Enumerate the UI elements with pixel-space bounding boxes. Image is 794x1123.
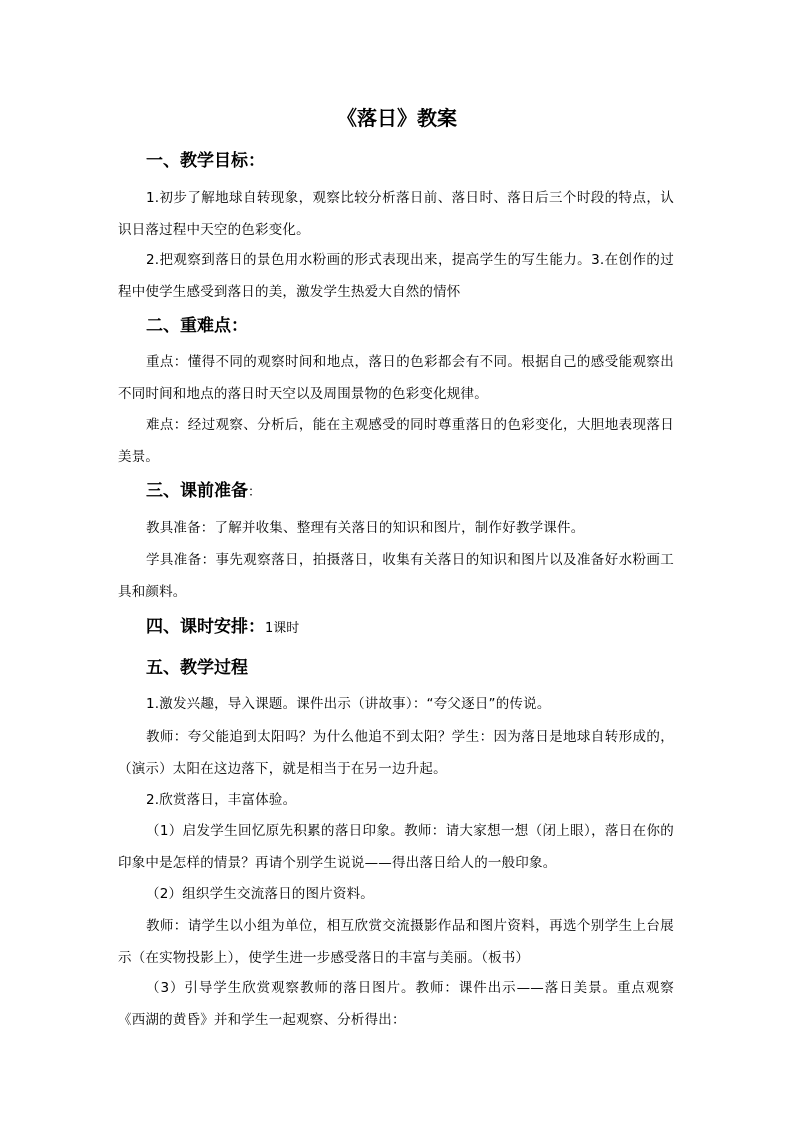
schedule-value: 1课时 [265,621,300,636]
paragraph-process-2: 教师：夸父能追到太阳吗？为什么他追不到太阳？学生：因为落日是地球自转形成的，（演示）太阳在这边落下，就是相当于在另一边升起。 [118,729,674,777]
section-heading-key-points: 二、重难点： [146,316,248,336]
paragraph-process-3: 2.欣赏落日，丰富体验。 [146,792,297,808]
section-heading-schedule [146,614,299,642]
paragraph-key-point: 重点：懂得不同的观察时间和地点，落日的色彩都会有不同。根据自己的感受能观察出不同时间和地点的落日时天空以及周围景物的色彩变化规律。 [118,354,674,402]
section-heading-process: 五、教学过程 [146,658,248,678]
section-heading-schedule-text: 四、课时安排： [146,617,265,637]
paragraph-goal-2: 2.把观察到落日的景色用水粉画的形式表现出来，提高学生的写生能力。3.在创作的过程中使学生感受到落日的美，激发学生热爱大自然的情怀 [118,252,674,300]
paragraph-process-6: 教师：请学生以小组为单位，相互欣赏交流摄影作品和图片资料，再选个别学生上台展示（在实物投影上），使学生进一步感受落日的丰富与美丽。（板书） [118,918,674,966]
document-title: 《落日》教案 [337,106,457,130]
paragraph-student-materials: 学具准备：事先观察落日，拍摄落日，收集有关落日的知识和图片以及准备好水粉画工具和颜料。 [118,552,674,600]
paragraph-difficult-point: 难点：经过观察、分析后，能在主观感受的同时尊重落日的色彩变化，大胆地表现落日美景。 [118,417,674,465]
paragraph-process-7: （3）引导学生欣赏观察教师的落日图片。教师：课件出示——落日美景。重点观察《西湖的黄昏》并和学生一起观察、分析得出： [118,980,674,1028]
paragraph-goal-1: 1.初步了解地球自转现象，观察比较分析落日前、落日时、落日后三个时段的特点，认识日落过程中天空的色彩变化。 [118,190,674,238]
paragraph-process-5: （2）组织学生交流落日的图片资料。 [146,886,374,902]
section-heading-teaching-goals: 一、教学目标： [146,151,265,171]
section-heading-preparation-text: 三、课前准备 [146,481,248,501]
section-heading-preparation-colon: ： [248,485,262,500]
paragraph-teacher-materials: 教具准备：了解并收集、整理有关落日的知识和图片，制作好教学课件。 [146,520,585,536]
paragraph-process-1: 1.激发兴趣，导入课题。课件出示（讲故事）：“夸父逐日”的传说。 [146,696,551,712]
paragraph-process-4: （1）启发学生回忆原先积累的落日印象。教师：请大家想一想（闭上眼），落日在你的印象中是怎样的情景？再请个别学生说说——得出落日给人的一般印象。 [118,823,674,871]
section-heading-preparation [146,478,261,506]
